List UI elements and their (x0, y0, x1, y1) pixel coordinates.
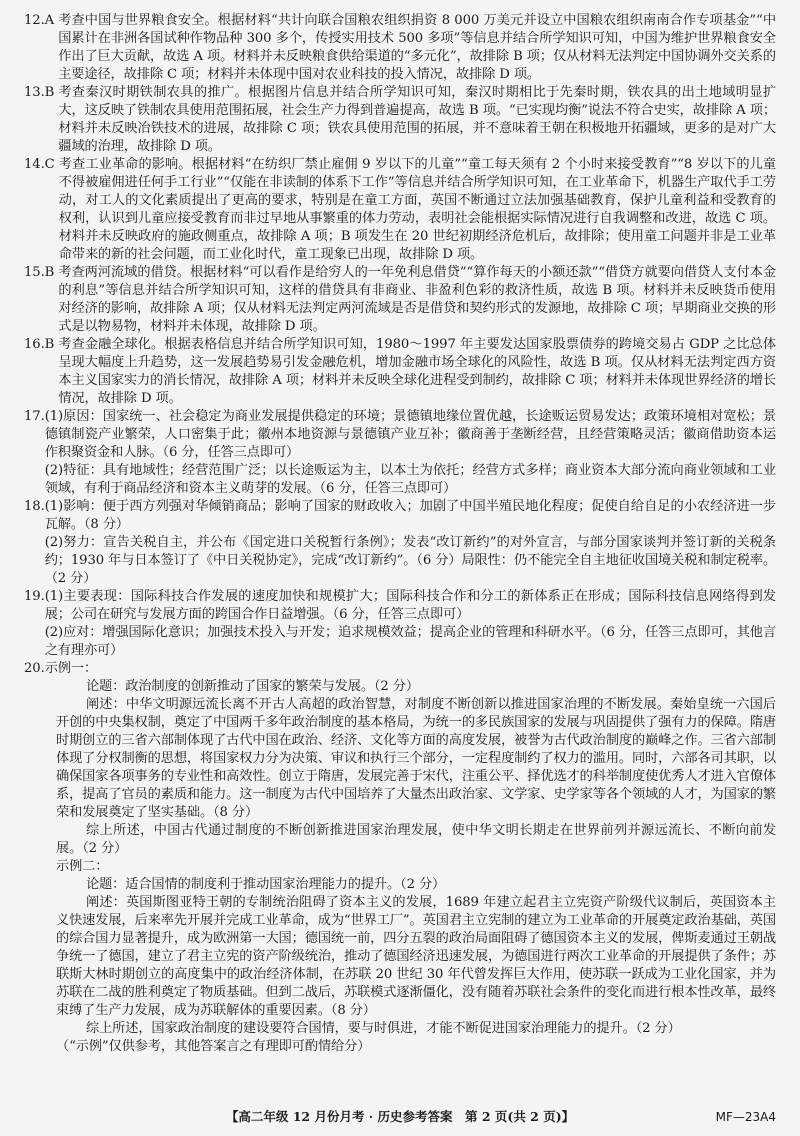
answer-text: 考查中国与世界粮食安全。根据材料“共计向联合国粮农组织捐资 8 000 万美元并设立中国粮农组织南南合作专项基金”“中国累计在非洲各国试种作物品种 300 多个，传授实用技术 500 多项”等信息并结合所学知识可知，中国为维护世界粮食安全作出了巨大贡献，故选 A 项。材料并未反映粮食供给渠道的“多元化”，故排除 B 项；仅从材料无法判定中国协调外交关系的主要途径，故排除 C 项；材料并未体现中国对农业科技的投入情况，故排除 D 项。 (58, 13, 776, 82)
example-1-thesis: 论题：政治制度的创新推动了国家的繁荣与发展。（2 分） (86, 679, 419, 694)
answer-number: 20. (24, 661, 45, 676)
answer-number: 12.A (24, 13, 55, 28)
answer-15 (24, 264, 776, 336)
page-footer (24, 1107, 776, 1127)
example-label: 示例一： (44, 661, 98, 676)
example-2-argument: 阐述：英国斯图亚特王朝的专制统治阻碍了资本主义的发展，1689 年建立起君主立宪资产阶级代议制后，英国资本主义快速发展，后来率先开展并完成工业革命，成为“世界工厂”。英国君主立宪制的建立为工业革命的开展奠定政治基础，英国的综合国力显著提升，成为欧洲第一大国；德国统一前，四分五裂的政治局面阻碍了德国资本主义的发展，俾斯麦通过王朝战争统一了德国，建立了君主立宪的资产阶级统治，推动了德国经济迅速发展，为德国进行两次工业革命的开展提供了条件；苏联斯大林时期创立的高度集中的政治经济体制，在苏联 20 世纪 30 年代曾发挥巨大作用，使苏联一跃成为工业化国家，并为苏联在二战的胜利奠定了物质基础。但到二战后，苏联模式逐渐僵化，没有随着苏联社会条件的变化而进行根本性改革，最终束缚了生产力发展，成为苏联解体的重要因素。（8 分） (56, 895, 777, 1018)
answer-part-1: (1)主要表现：国际科技合作发展的速度加快和规模扩大；国际科技合作和分工的新体系正在形成；国际科技信息网络得到发展；公司在研究与发展方面的跨国合作日益增强。（6 分，任答三点即可） (44, 589, 776, 622)
answer-part-1: (1)影响：便于西方列强对华倾销商品；影响了国家的财政收入；加剧了中国半殖民地化程度；促使自给自足的小农经济进一步瓦解。（8 分） (44, 499, 776, 532)
answer-19 (24, 588, 776, 660)
example-2-conclusion: 综上所述，国家政治制度的建设要符合国情，要与时俱进，才能不断促进国家治理能力的提升。（2 分） (86, 1021, 681, 1036)
answer-number: 14.C (24, 157, 55, 172)
answer-18 (24, 498, 776, 588)
answer-16 (24, 336, 776, 408)
answer-12 (24, 12, 776, 84)
example-1-argument: 阐述：中华文明源远流长离不开古人高超的政治智慧，对制度不断创新以推进国家治理的不断发展。秦始皇统一六国后开创的中央集权制，奠定了中国两千多年政治制度的基本格局，为统一的多民族国家的发展与巩固提供了强有力的保障。隋唐时期创立的三省六部制体现了古代中国在政治、经济、文化等方面的高度发展，被誉为古代政治制度的巅峰之作。三省六部制体现了分权制衡的思想，将国家权力分为决策、审议和执行三个部分，一定程度制约了权力的滥用。同时，六部各司其职，以确保国家各项事务的专业性和高效性。创立于隋唐，发展完善于宋代，注重公平、择优选才的科举制度使优秀人才进入官僚体系，提高了官员的素质和能力。这一制度为古代中国培养了大量杰出政治家、文学家、史学家等各个领域的人才，为国家的繁荣和发展奠定了坚实基础。（8 分） (56, 697, 776, 820)
answer-part-1: (1)原因：国家统一、社会稳定为商业发展提供稳定的环境；景德镇地缘位置优越，长途贩运贸易发达；政策环境相对宽松；景德镇制瓷产业繁荣，人口密集于此；徽州本地资源与景德镇产业互补；徽商善于垄断经营，且经营策略灵活；徽商借助资本运作积聚资金和人脉。（6 分，任答三点即可） (44, 409, 776, 460)
answer-number: 15.B (24, 265, 55, 280)
answer-part-2: (2)特征：具有地域性；经营范围广泛；以长途贩运为主，以本土为依托；经营方式多样；商业资本大部分流向商业领域和工业领域，有利于商品经济和资本主义萌芽的发展。（6 分，任答三点即可） (44, 463, 776, 496)
example-label: 示例二： (56, 859, 109, 874)
footer-title: 【高二年级 12 月份月考 · 历史参考答案 第 2 页(共 2 页)】 (225, 1109, 575, 1124)
answer-number: 13.B (24, 85, 55, 100)
answer-text: 考查两河流域的借贷。根据材料“可以看作是给穷人的一年免利息借贷”“算作每天的小额还款”“借贷方就要向借贷人支付本金的利息”等信息并结合所学知识可知，这样的借贷具有非商业、非盈利色彩的救济性质，故选 B 项。材料并未反映货币使用对经济的影响，故排除 A 项；仅从材料无法判定两河流域是否是借贷和契约形式的发源地，故排除 C 项；早期商业交换的形式是以物易物，材料并未体现，故排除 D 项。 (58, 265, 776, 334)
answer-17 (24, 408, 776, 498)
answer-number: 17. (24, 409, 45, 424)
answer-content (24, 12, 776, 1056)
answer-13 (24, 84, 776, 156)
answer-number: 19. (24, 589, 45, 604)
answer-text: 考查金融全球化。根据表格信息并结合所学知识可知，1980～1997 年主要发达国家股票债券的跨境交易占 GDP 之比总体呈现大幅度上升趋势，这一发展趋势易引发金融危机，增加金融市场全球化的风险性，故选 B 项。仅从材料无法判定西方资本主义国家实力的消长情况，故排除 A 项；材料并未反映全球化进程受到制约，故排除 C 项；材料并未体现世界经济的增长情况，故排除 D 项。 (58, 337, 776, 406)
example-note: （“示例”仅供参考，其他答案言之有理即可酌情给分） (56, 1039, 371, 1054)
answer-text: 考查秦汉时期铁制农具的推广。根据图片信息并结合所学知识可知，秦汉时期相比于先秦时期，铁农具的出土地域明显扩大，这反映了铁制农具使用范围拓展，社会生产力得到普遍提高，故选 B 项。“已实现均衡”说法不符合史实，故排除 A 项；材料并未反映冶铁技术的进展，故排除 C 项；铁农具使用范围的拓展，并不意味着王朝在积极地开拓疆域，更多的是对广大疆域的治理，故排除 D 项。 (58, 85, 776, 154)
answer-text: 考查工业革命的影响。根据材料“在纺织厂禁止雇佣 9 岁以下的儿童”“童工每天须有 2 个小时来接受教育”“8 岁以下的儿童不得被雇佣进任何手工行业”“仅能在非读制的体系下工作”等信息并结合所学知识可知，在工业革命下，机器生产取代手工劳动，对工人的文化素质提出了更高的要求，特别是在童工方面，英国不断通过立法加强基础教育，保护儿童利益和受教育的权利，认识到儿童应接受教育而非过早地从事繁重的体力劳动，表明社会能根据实际情况进行自我调整和改进，故选 C 项。材料并未反映政府的施政侧重点，故排除 A 项；B 项发生在 20 世纪初期经济危机后，故排除；使用童工问题并非是工业革命带来的新的社会问题，而工业化时代，童工现象已出现，故排除 D 项。 (58, 157, 776, 262)
example-2-thesis: 论题：适合国情的制度利于推动国家治理能力的提升。（2 分） (86, 877, 446, 892)
answer-20 (24, 660, 776, 678)
answer-number: 18. (24, 499, 45, 514)
answer-part-2: (2)应对：增强国际化意识；加强技术投入与开发；追求规模效益；提高企业的管理和科研水平。（6 分，任答三点即可，其他言之有理亦可） (44, 625, 776, 658)
answer-number: 16.B (24, 337, 55, 352)
answer-14 (24, 156, 776, 264)
footer-code: MF—23A4 (715, 1110, 776, 1124)
example-1-conclusion: 综上所述，中国古代通过制度的不断创新推进国家治理发展，使中华文明长期走在世界前列并源远流长、不断向前发展。（2 分） (56, 823, 776, 856)
answer-part-2: (2)努力：宣告关税自主，并公布《国定进口关税暂行条例》；发表“改订新约”的对外宣言，与部分国家谈判并签订新的关税条约；1930 年与日本签订了《中日关税协定》，完成“改订新约”。（6 分）局限性：仍不能完全自主地征收国境关税和制定税率。（2 分） (44, 535, 776, 586)
